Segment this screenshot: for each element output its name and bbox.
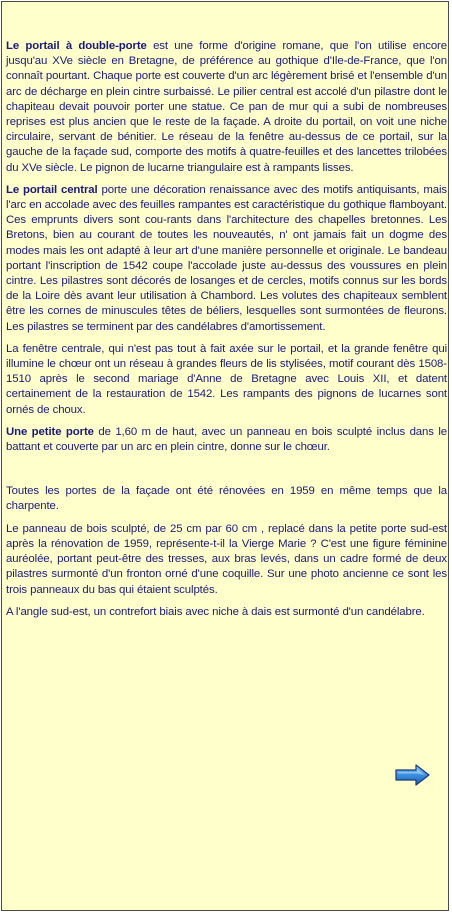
text-small-door: de 1,60 m de haut, avec un panneau en bois sculpté inclus dans le battant et couverte par un arc en plein cintre, donne sur le chœur. [6, 425, 447, 454]
paragraph-double-portal [6, 39, 447, 176]
text-carved-panel: Le panneau de bois sculpté, de 25 cm par 60 cm , replacé dans la petite porte sud-est après la rénovation de 1959, représente-t-il la Vierge Marie ? C'est une figure féminine auréolée, portant peut-être des tresses, aux bras levés, dans un cadre formé de deux pilastres surmonté d'un fronton orné d'une coquille. Sur une photo ancienne ce sont les trois panneaux du bas qui étaient sculptés. [6, 522, 447, 596]
text-renovation: Toutes les portes de la façade ont été rénovées en 1959 en même temps que la charpente. [6, 485, 447, 513]
paragraph-carved-panel [6, 522, 447, 598]
page-frame [1, 1, 449, 911]
paragraph-central-window [6, 342, 447, 418]
spacer [6, 462, 447, 484]
article-body [6, 39, 447, 627]
text-buttress: A l'angle sud-est, un contrefort biais avec niche à dais est surmonté d'un candélabre. [6, 605, 425, 618]
paragraph-buttress [6, 605, 447, 620]
next-page-link[interactable] [395, 764, 431, 786]
paragraph-central-portal [6, 183, 447, 335]
paragraph-renovation [6, 484, 447, 514]
heading-double-portal: Le portail à double-porte [6, 40, 147, 52]
text-double-portal: est une forme d'origine romane, que l'on utilise encore jusqu'au XVe siècle en Bretagne, de préférence au gothique d'Ile-de-France, que l'on connaît pourtant. Chaque porte est couverte d'un arc légèrement brisé et l'ensemble d'un arc de décharge en plein cintre surbaissé. Le pilier central est accolé d'un pilastre dont le chapiteau devait pouvoir porter une statue. Ce pan de mur qui a subi de nombreuses reprises est plus ancien que le reste de la façade. A droite du portail, on voit une niche circulaire, servant de bénitier. Le réseau de la fenêtre au-dessus de ce portail, sur la gauche de la façade sud, comporte des motifs à quatre-feuilles et des lancettes trilobées du XVe siècle. Le pignon de lucarne triangulaire est à rampants lisses. [6, 40, 447, 174]
paragraph-small-door [6, 425, 447, 455]
heading-small-door: Une petite porte [6, 425, 94, 438]
text-central-window: La fenêtre centrale, qui n'est pas tout à fait axée sur le portail, et la grande fenêtre qui illumine le chœur ont un réseau à grandes fleurs de lis stylisées, motif courant dès 1508-1510 après le second mariage d'Anne de Bretagne avec Louis XII, et datent certainement de la restauration de 1542. Les rampants des pignons de lucarnes sont ornés de choux. [6, 342, 447, 416]
right-arrow-icon [395, 764, 431, 786]
heading-central-portal: Le portail central [6, 183, 98, 196]
text-central-portal: porte une décoration renaissance avec des motifs antiquisants, mais l'arc en accolade avec des feuilles rampantes est caractéristique du gothique flamboyant. Ces emprunts divers sont cou-rants dans l'architecture des chapelles bretonnes. Les Bretons, bien au courant de toutes les nouveautés, n' ont jamais fait un dogme des modes mais les ont adapté à leur art d'une manière personnelle et originale. Le bandeau portant l'inscription de 1542 coupe l'accolade juste au-dessus des voussures en plein cintre. Les pilastres sont décorés de losanges et de cercles, motifs connus sur les bords de la Loire dès avant leur utilisation à Chambord. Les volutes des chapiteaux semblent être les cornes de minuscules têtes de béliers, lesquelles sont surmontées de fleurons. Les pilastres se terminent par des candélabres d'amortissement. [6, 183, 447, 333]
